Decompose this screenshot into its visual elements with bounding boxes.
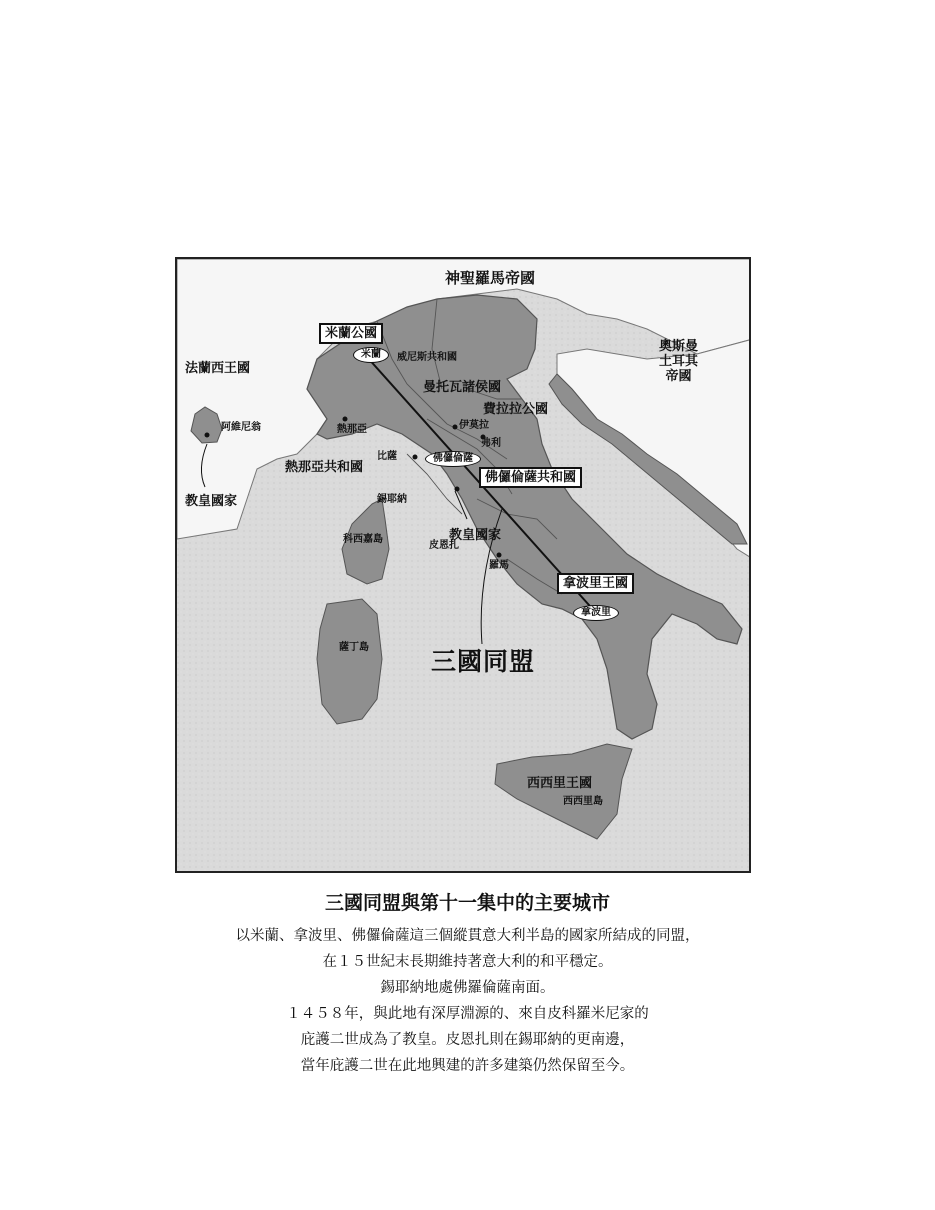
label-genoa-republic: 熱那亞共和國 — [285, 460, 364, 475]
label-mantua: 曼托瓦諸侯國 — [423, 380, 502, 395]
caption-line-2: 在１５世紀末長期維持著意大利的和平穩定。 — [322, 954, 613, 970]
label-city-siena: 錫耶納 — [377, 494, 407, 505]
map-frame — [175, 257, 751, 873]
label-triple-alliance: 三國同盟 — [431, 647, 536, 676]
label-island-sicily: 西西里島 — [563, 796, 603, 807]
label-ottoman-line-2: 土耳其 — [659, 354, 699, 369]
label-venice: 威尼斯共和國 — [397, 352, 457, 363]
label-sicily-kingdom: 西西里王國 — [527, 776, 593, 791]
sardinia-shape — [317, 599, 382, 724]
caption-line-4: １４５８年，與此地有深厚淵源的、來自皮科羅米尼家的 — [286, 1006, 649, 1022]
caption-line-1: 以米蘭、拿波里、佛儸倫薩這三個縱貫意大利半島的國家所結成的同盟， — [235, 928, 700, 944]
label-papal-states: 教皇國家 — [449, 528, 502, 543]
caption — [0, 888, 935, 1079]
label-island-corsica: 科西嘉島 — [343, 534, 383, 545]
caption-line-6: 當年庇護二世在此地興建的許多建築仍然保留至今。 — [300, 1058, 635, 1074]
label-city-forli: 弗利 — [481, 438, 501, 449]
label-ottoman-line-1: 奧斯曼 — [659, 339, 699, 354]
label-city-pienza: 皮恩扎 — [429, 540, 459, 551]
label-france: 法蘭西王國 — [185, 361, 251, 376]
label-florence-republic: 佛儸倫薩共和國 — [479, 467, 582, 488]
caption-title: 三國同盟與第十一集中的主要城市 — [324, 892, 610, 914]
label-city-milan: 米蘭 — [353, 347, 389, 363]
label-city-avignon: 阿維尼翁 — [221, 422, 261, 433]
label-holy-roman-empire: 神聖羅馬帝國 — [445, 269, 536, 287]
label-ferrara: 費拉拉公國 — [483, 402, 549, 417]
label-naples-kingdom: 拿波里王國 — [557, 573, 634, 594]
label-papal-states-avignon: 教皇國家 — [185, 494, 238, 509]
label-city-pisa: 比薩 — [377, 451, 397, 462]
label-city-imola: 伊莫拉 — [459, 420, 489, 431]
label-ottoman-line-3: 帝國 — [665, 369, 692, 384]
label-city-naples: 拿波里 — [573, 605, 619, 621]
caption-line-5: 庇護二世成為了教皇。皮恩扎則在錫耶納的更南邊， — [300, 1032, 635, 1048]
label-ottoman-empire — [659, 339, 698, 384]
label-city-rome: 羅馬 — [489, 560, 509, 571]
label-city-florence: 佛儸倫薩 — [425, 451, 481, 467]
caption-line-3: 錫耶納地處佛羅倫薩南面。 — [380, 980, 555, 996]
label-milan-duchy: 米蘭公國 — [319, 323, 383, 344]
label-island-sardinia: 薩丁島 — [339, 642, 369, 653]
label-city-genoa: 熱那亞 — [337, 424, 367, 435]
